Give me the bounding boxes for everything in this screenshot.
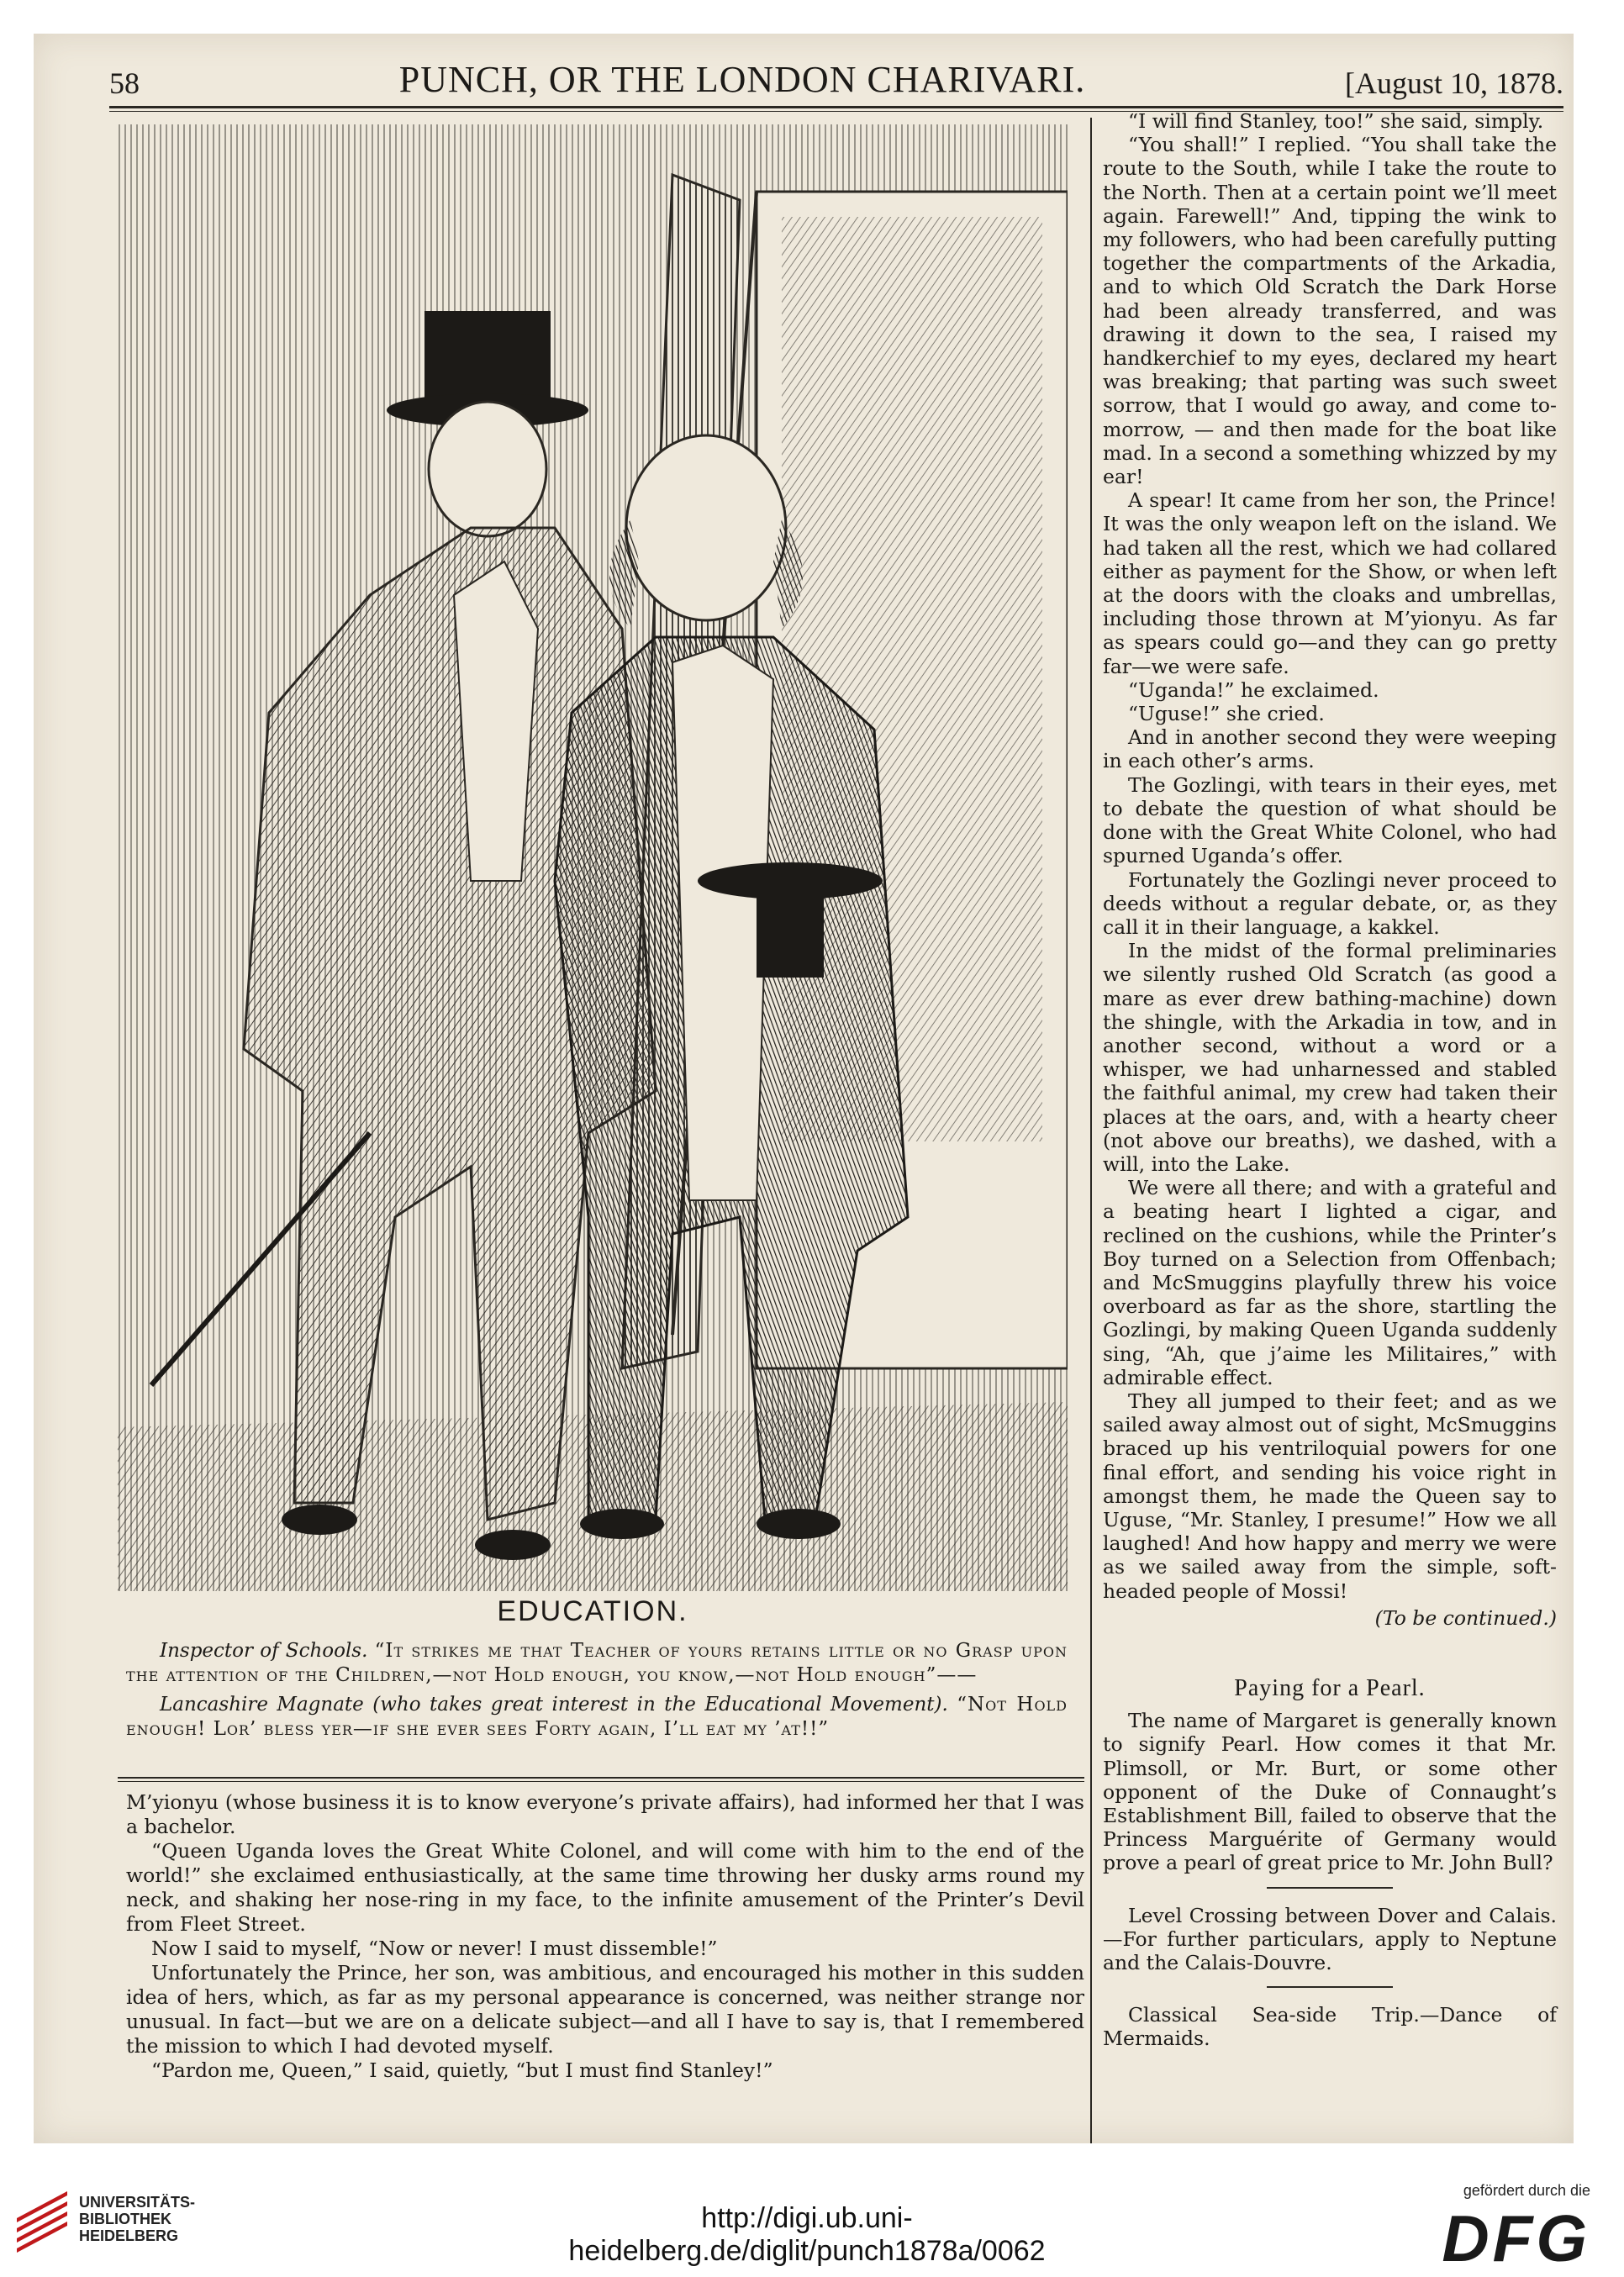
paragraph: We were all there; and with a grateful and a beating heart I lighted a cigar, and reclined on the cushions, while the Printer’s Boy turned on a Selection from Offenbach; and McSmuggins playfully threw his voice overboard as far as the shore, startling the Gozlingi, by making Queen Uganda suddenly sing, “Ah, que j’aime les Militaires,” with admirable effect. — [1103, 1176, 1557, 1389]
paragraph: “You shall!” I replied. “You shall take the route to the South, while I take the route to the North. Then at a certain point we’ll meet again. Farewell!” And, tipping the wink to my followers, who had been carefully putting together the compartments of the Arkadia, and to which Old Scratch the Dark Horse had been already transferred, and was drawing it down to the sea, I raised my handkerchief to my eyes, declared my heart was breaking; that parting was such sweet sorrow, that I would go away, and come to-morrow, — and then made for the boat like mad. In a second a something whizzed by my ear! — [1103, 133, 1557, 489]
caption-quote-2: “Not Hold enough! Lor’ bless yer—if she ever sees Forty again, I’ll eat my ’at!!” — [126, 1694, 1068, 1740]
paragraph: A spear! It came from her son, the Prince! It was the only weapon left on the island. We had taken all the rest, which we had collared either as payment for the Show, or when left at the doors with the cloaks and umbrellas, including those thrown at M’yionyu. As far as spears could go—and they can go pretty far—we were safe. — [1103, 488, 1557, 678]
page-header — [109, 50, 1563, 101]
library-logo[interactable] — [17, 2185, 219, 2253]
caption-inspector — [126, 1639, 1068, 1688]
library-mark-icon — [17, 2193, 67, 2245]
section-divider — [1267, 1887, 1393, 1889]
caption-speaker-1: Inspector of Schools. — [160, 1640, 368, 1662]
paragraph: “Uguse!” she cried. — [1128, 702, 1325, 726]
caption-aside-2: (who takes great interest in the Educational Movement). — [372, 1694, 948, 1716]
dfg-logo[interactable]: DFG — [1442, 2201, 1590, 2275]
to-be-continued: (To be continued.) — [1374, 1605, 1557, 1630]
paragraph: “Uganda!” he exclaimed. — [1128, 677, 1379, 702]
classical-paragraph: Classical Sea-side Trip.—Dance of Mermaids. — [1103, 2003, 1557, 2051]
paragraph: The Gozlingi, with tears in their eyes, met to debate the question of what should be done with the Great White Colonel, who had spurned Uganda’s offer. — [1103, 772, 1557, 868]
publication-title: PUNCH, OR THE LONDON CHARIVARI. — [398, 59, 1086, 100]
pearl-paragraph: The name of Margaret is generally known to signify Pearl. How comes it that Mr. Plimsoll, or Mr. Burt, or some other opponent of the Duke of Connaught’s Establishment Bill, failed to observe that the Princess Marguérite of Germany would prove a pearl of great price to Mr. John Bull? — [1103, 1709, 1557, 1875]
paragraph: M’yionyu (whose business it is to know everyone’s private affairs), had informed her that I was a bachelor. — [126, 1790, 1084, 1838]
paragraph: In the midst of the formal preliminaries we silently rushed Old Scratch (as good a mare as ever drew bathing-machine) down the shingle, with the Arkadia in tow, and in another second, without a word or a whisper, we had unharnessed and stabled the faithful animal, my crew had taken their places at the oars, and, with a hearty cheer (not above our breaths), we dashed, with a will, into the Lake. — [1103, 939, 1557, 1176]
funding-note: gefördert durch die — [1463, 2182, 1590, 2199]
crossing-paragraph: Level Crossing between Dover and Calais.—For further particulars, apply to Neptune and the Calais-Douvre. — [1103, 1903, 1557, 1975]
library-name: UNIVERSITÄTS-BIBLIOTHEK HEIDELBERG — [79, 2194, 196, 2244]
paragraph: “Pardon me, Queen,” I said, quietly, “but I must find Stanley!” — [151, 2058, 773, 2082]
illustration-title: EDUCATION. — [497, 1595, 688, 1627]
caption-rule — [118, 1777, 1084, 1779]
digital-object-url[interactable]: http://digi.ub.uni-heidelberg.de/diglit/punch1878a/0062 — [568, 2202, 1046, 2267]
caption-rule-thin — [118, 1781, 1084, 1782]
caption-magnate — [126, 1693, 1068, 1742]
paragraph: Unfortunately the Prince, her son, was ambitious, and encouraged his mother in this sudden idea of hers, which, as far as my personal appearance is concerned, was neither strange nor unusual. In fact—but we are on a delicate subject—and all I have to say is, that I remembered the mission to which I had devoted myself. — [126, 1961, 1084, 2058]
column-divider — [1090, 118, 1092, 2194]
left-body-text — [126, 1790, 1084, 2083]
paragraph: “I will find Stanley, too!” she said, simply. — [1128, 109, 1544, 133]
paragraph: And in another second they were weeping in each other’s arms. — [1103, 725, 1557, 773]
issue-date: [August 10, 1878. — [1344, 66, 1563, 100]
paragraph: “Queen Uganda loves the Great White Colonel, and will come with him to the end of the world!” she exclaimed enthusiastically, at the same time throwing her dusky arms round my neck, and shaking her nose-ring in my face, to the infinite amusement of the Printer’s Devil from Fleet Street. — [126, 1839, 1084, 1936]
pearl-heading: Paying for a Pearl. — [1234, 1675, 1426, 1701]
paragraph: Now I said to myself, “Now or never! I must dissemble!” — [151, 1937, 718, 1960]
page-number: 58 — [109, 66, 140, 100]
illustration-caption — [126, 1639, 1068, 1747]
header-rule — [109, 106, 1563, 108]
right-column — [1103, 109, 1557, 2051]
section-divider — [1267, 1986, 1393, 1988]
paragraph: They all jumped to their feet; and as we sailed away almost out of sight, McSmuggins braced up his ventriloquial powers for one final effort, and sending his voice right in amongst them, he made the Queen say to Uguse, “Mr. Stanley, I presume!” How we all laughed! And how happy and merry we were as we sailed away from the simple, soft-headed people of Mossi! — [1103, 1389, 1557, 1603]
caption-quote-1: “It strikes me that Teacher of yours retains little or no Grasp upon the attention of the Children,—not Hold enough, you know,—not Hold enough”—— — [126, 1640, 1068, 1686]
paragraph: Fortunately the Gozlingi never proceed to deeds without a regular debate, or, as they call it in their language, a kakkel. — [1103, 867, 1557, 939]
caption-speaker-2: Lancashire Magnate — [160, 1694, 364, 1716]
education-illustration — [118, 124, 1068, 1591]
